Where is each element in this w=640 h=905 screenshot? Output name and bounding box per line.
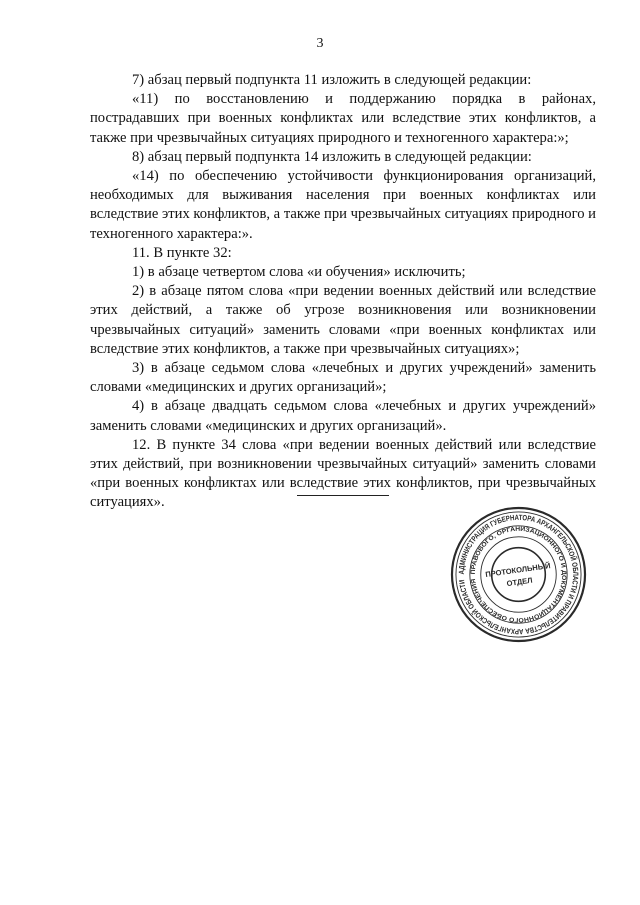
document-body: [90, 71, 596, 513]
paragraph-sub-3: 3) в абзаце седьмом слова «лечебных и других учреждений» заменить словами «медицинских и других организаций»;: [90, 360, 596, 396]
seal-ring-text: АДМИНИСТРАЦИЯ ГУБЕРНАТОРА АРХАНГЕЛЬСКОЙ ОБЛАСТИ И ПРАВИТЕЛЬСТВА АРХАНГЕЛЬСКОЙ ОБЛАСТИ: [456, 512, 581, 637]
end-divider-line: [297, 495, 389, 496]
paragraph-quote-14: «14) по обеспечению устойчивости функционирования организаций, необходимых для выживания населения при военных конфликтах или вследствие этих конфликтов, а также при чрезвычайных ситуациях природного и техногенного характера:».: [90, 168, 596, 242]
page-number: 3: [316, 36, 324, 51]
paragraph-point-11: 11. В пункте 32:: [132, 244, 232, 261]
seal-graphic: [449, 505, 588, 644]
official-seal-stamp: [449, 505, 588, 644]
paragraph-item-8: 8) абзац первый подпункта 14 изложить в следующей редакции:: [132, 148, 532, 165]
seal-center-line2: ОТДЕЛ: [506, 575, 534, 589]
seal-inner-ring-text: ПРАВОВОГО, ОРГАНИЗАЦИОННОГО И ДОКУМЕНТАЦИОННОГО ОБЕСПЕЧЕНИЯ: [469, 525, 568, 624]
paragraph-quote-11: «11) по восстановлению и поддержанию порядка в районах, пострадавших при военных конфликтах или вследствие этих конфликтов, а также при чрезвычайных ситуациях природного и техногенного характера:»;: [90, 91, 596, 146]
paragraph-sub-4: 4) в абзаце двадцать седьмом слова «лечебных и других учреждений» заменить словами «медицинских и других организаций».: [90, 398, 596, 434]
paragraph-point-12: 12. В пункте 34 слова «при ведении военных действий или вследствие этих действий, при возникновении чрезвычайных ситуаций» заменить словами «при военных конфликтах или вследствие этих конфликтов, при чрезвычайных ситуациях».: [90, 436, 596, 511]
seal-center-line1: ПРОТОКОЛЬНЫЙ: [484, 561, 552, 580]
paragraph-sub-2: 2) в абзаце пятом слова «при ведении военных действий или вследствие этих действий, а также об угрозе возникновения или возникновении чрезвычайных ситуаций» заменить словами «при военных конфликтах или вследствие этих конфликтов, а также при чрезвычайных ситуациях»;: [90, 283, 596, 357]
paragraph-sub-1: 1) в абзаце четвертом слова «и обучения» исключить;: [132, 264, 466, 281]
paragraph-item-7: 7) абзац первый подпункта 11 изложить в следующей редакции:: [132, 72, 532, 88]
